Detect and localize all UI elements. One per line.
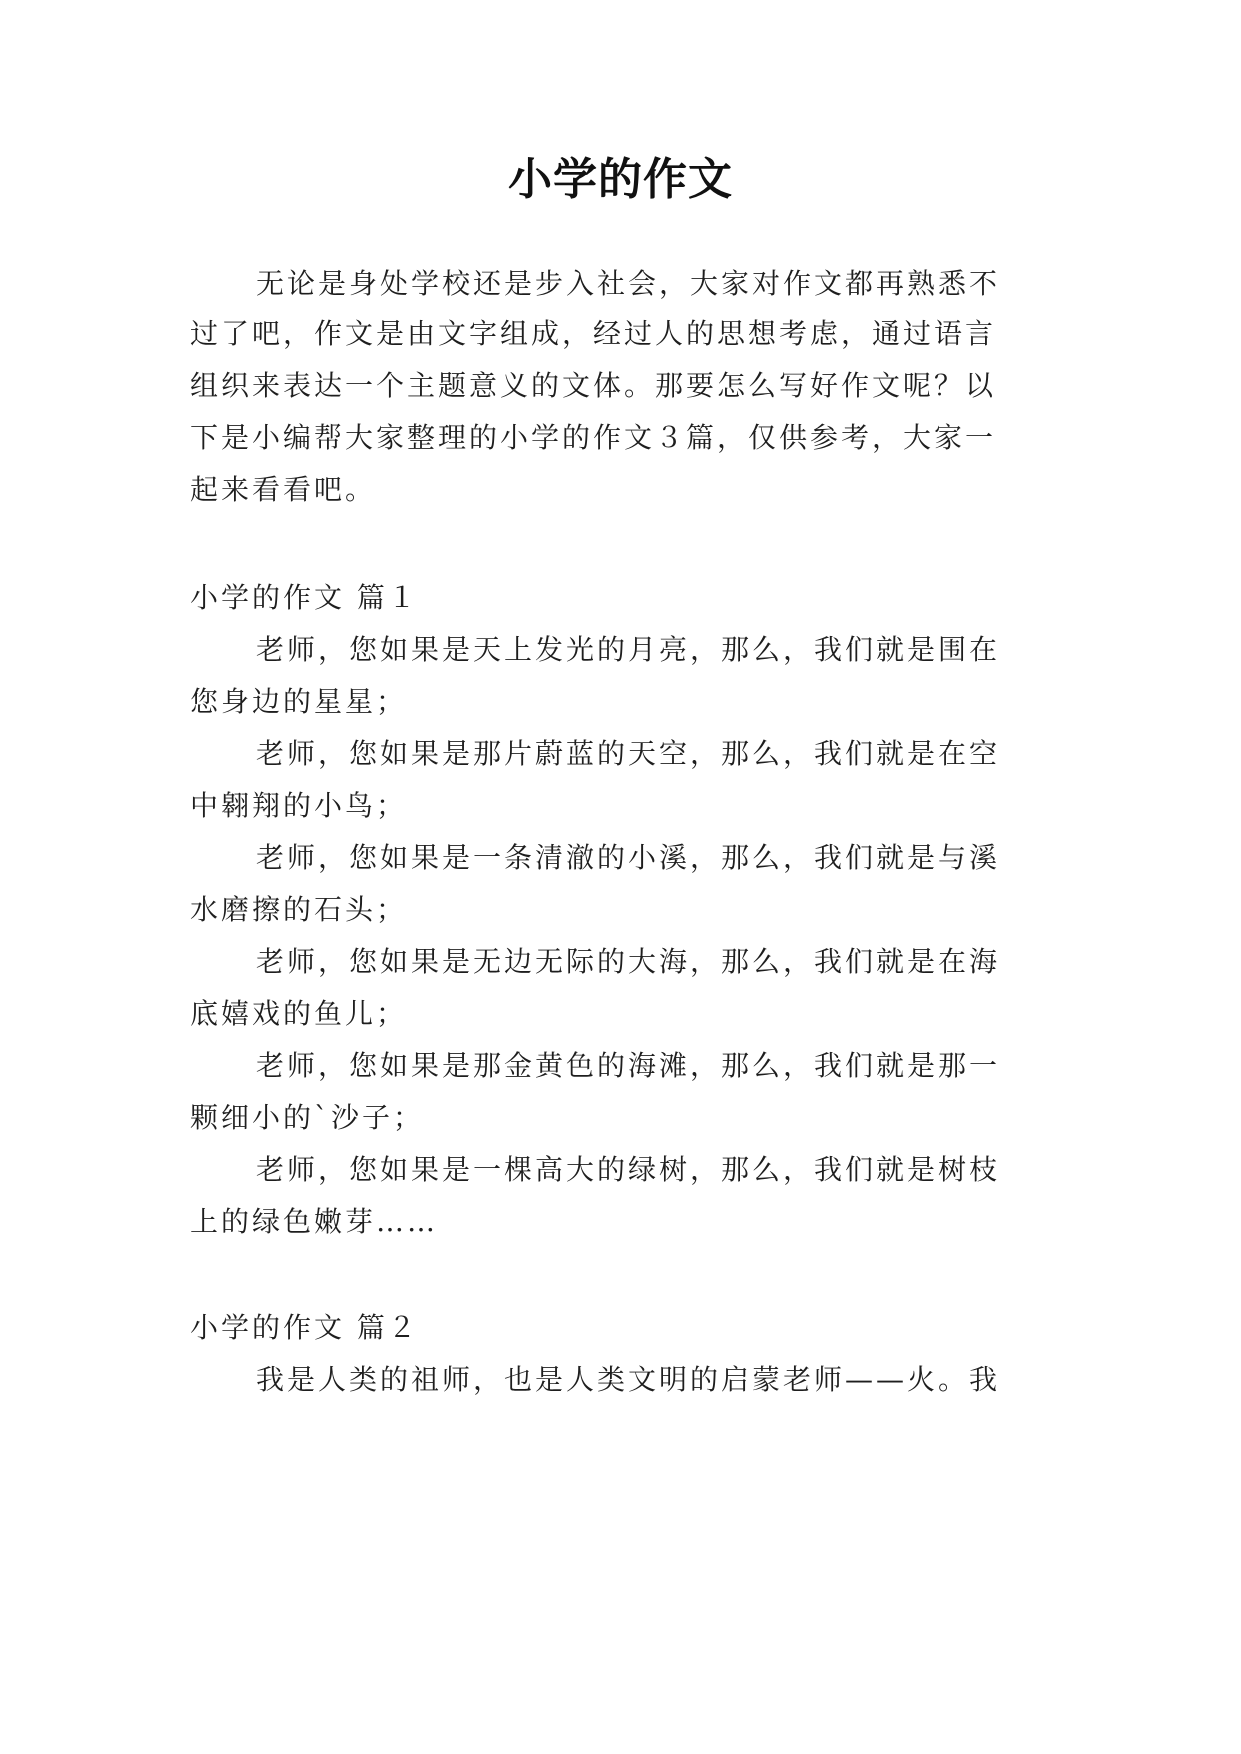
intro-line: 过了吧，作文是由文字组成，经过人的思想考虑，通过语言 bbox=[190, 317, 997, 350]
intro-line: 组织来表达一个主题意义的文体。那要怎么写好作文呢？以 bbox=[190, 369, 997, 402]
intro-line: 无论是身处学校还是步入社会，大家对作文都再熟悉不 bbox=[256, 267, 1001, 300]
section-1-line: 老师，您如果是那片蔚蓝的天空，那么，我们就是在空 bbox=[256, 737, 1001, 770]
section-1-line: 老师，您如果是一棵高大的绿树，那么，我们就是树枝 bbox=[256, 1153, 1001, 1186]
section-1-line: 您身边的星星； bbox=[190, 685, 408, 718]
section-1-line: 老师，您如果是天上发光的月亮，那么，我们就是围在 bbox=[256, 633, 1001, 666]
section-1-line: 老师，您如果是无边无际的大海，那么，我们就是在海 bbox=[256, 945, 1001, 978]
document-title: 小学的作文 bbox=[508, 154, 733, 205]
section-1-line: 中翱翔的小鸟； bbox=[190, 789, 408, 822]
intro-line: 下是小编帮大家整理的小学的作文３篇，仅供参考，大家一 bbox=[190, 421, 997, 454]
section-1-line: 老师，您如果是那金黄色的海滩，那么，我们就是那一 bbox=[256, 1049, 1001, 1082]
intro-line: 起来看看吧。 bbox=[190, 473, 377, 506]
section-1-line: 上的绿色嫩芽…… bbox=[190, 1205, 439, 1238]
section-1-line: 水磨擦的石头； bbox=[190, 893, 408, 926]
section-1-line: 老师，您如果是一条清澈的小溪，那么，我们就是与溪 bbox=[256, 841, 1001, 874]
section-1-line: 颗细小的`沙子； bbox=[190, 1101, 425, 1134]
section-2-line: 我是人类的祖师，也是人类文明的启蒙老师——火。我 bbox=[256, 1363, 1001, 1396]
section-heading-1: 小学的作文 篇１ bbox=[190, 581, 419, 614]
section-heading-2: 小学的作文 篇２ bbox=[190, 1311, 419, 1344]
section-1-line: 底嬉戏的鱼儿； bbox=[190, 997, 408, 1030]
